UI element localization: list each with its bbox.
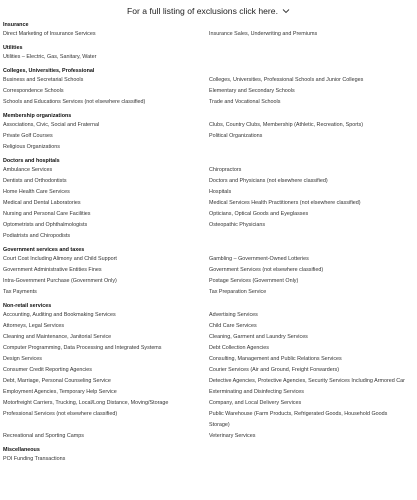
exclusion-item: Osteopathic Physicians	[209, 222, 266, 228]
section-title: Miscellaneous	[3, 447, 40, 453]
section-title: Insurance	[3, 22, 29, 28]
section-title: Doctors and hospitals	[3, 158, 60, 164]
exclusion-item: Colleges, Universities, Professional Schools and Junior Colleges	[209, 77, 364, 83]
exclusion-row	[3, 398, 415, 409]
exclusion-item: Motorfreight Carriers, Trucking, Local/Long Distance, Moving/Storage	[3, 400, 169, 406]
exclusion-item: Religious Organizations	[3, 144, 60, 150]
exclusion-item: Private Golf Courses	[3, 133, 53, 139]
exclusion-item: Trade and Vocational Schools	[209, 99, 281, 105]
exclusion-item: Government Services (not elsewhere classified)	[209, 267, 324, 273]
exclusion-item: Optometrists and Ophthalmologists	[3, 222, 88, 228]
exclusion-item: Gambling – Government-Owned Lotteries	[209, 256, 309, 262]
exclusion-item: Courier Services (Air and Ground, Freight Forwarders)	[209, 367, 340, 373]
exclusion-row	[3, 454, 415, 465]
exclusion-item: Podiatrists and Chiropodists	[3, 233, 71, 239]
exclusion-item: Clubs, Country Clubs, Membership (Athletic, Recreation, Sports)	[209, 122, 363, 128]
exclusion-row	[3, 209, 415, 220]
exclusion-row	[3, 131, 415, 142]
exclusion-item: Cleaning and Maintenance, Janitorial Service	[3, 334, 112, 340]
exclusion-section	[3, 22, 415, 40]
section-title: Colleges, Universities, Professional	[3, 68, 95, 74]
exclusion-item: Associations, Civic, Social and Fraternal	[3, 122, 100, 128]
exclusion-item: Intra-Government Purchase (Government Only)	[3, 278, 117, 284]
exclusion-row	[3, 332, 415, 343]
exclusion-item: Employment Agencies, Temporary Help Service	[3, 389, 117, 395]
section-title: Utilities	[3, 45, 23, 51]
exclusion-section	[3, 68, 415, 108]
exclusion-item: Detective Agencies, Protective Agencies, Security Services Including Armored Car	[209, 378, 405, 384]
exclusion-section	[3, 447, 415, 465]
exclusion-item: Hospitals	[209, 189, 232, 195]
exclusion-item: Doctors and Physicians (not elsewhere classified)	[209, 178, 328, 184]
exclusion-item: Correspondence Schools	[3, 88, 64, 94]
exclusion-row	[3, 142, 415, 153]
exclusion-item: Cleaning, Garment and Laundry Services	[209, 334, 308, 340]
exclusion-row	[3, 321, 415, 332]
exclusion-item: Business and Secretarial Schools	[3, 77, 84, 83]
exclusion-row	[3, 287, 415, 298]
exclusion-section	[3, 158, 415, 242]
exclusion-row	[3, 86, 415, 97]
exclusion-item: Political Organizations	[209, 133, 263, 139]
exclusion-item: Recreational and Sporting Camps	[3, 433, 84, 439]
section-title: Government services and taxes	[3, 247, 85, 253]
exclusion-item: Government Administrative Entities Fines	[3, 267, 102, 273]
exclusion-item: Debt, Marriage, Personal Counseling Service	[3, 378, 111, 384]
exclusion-item: Schools and Educations Services (not elsewhere classified)	[3, 99, 146, 105]
exclusion-item: Professional Services (not elsewhere classified)	[3, 411, 118, 417]
exclusion-item: Ambulance Services	[3, 167, 53, 173]
exclusion-section	[3, 113, 415, 153]
section-title: Membership organizations	[3, 113, 72, 119]
chevron-down-icon	[282, 7, 290, 15]
exclusion-row	[3, 176, 415, 187]
exclusion-row	[3, 431, 415, 442]
exclusion-row	[3, 310, 415, 321]
exclusion-item: Postage Services (Government Only)	[209, 278, 299, 284]
exclusion-item: Home Health Care Services	[3, 189, 70, 195]
exclusion-item: Elementary and Secondary Schools	[209, 88, 295, 94]
exclusion-item: Advertising Services	[209, 312, 258, 318]
exclusions-link[interactable]	[0, 4, 417, 18]
exclusion-item: Dentists and Orthodontists	[3, 178, 67, 184]
exclusion-row	[3, 254, 415, 265]
exclusion-item: Utilities – Electric, Gas, Sanitary, Water	[3, 54, 97, 60]
exclusion-row	[3, 376, 415, 387]
exclusion-item: Medical and Dental Laboratories	[3, 200, 81, 206]
exclusion-item: Storage)	[209, 422, 230, 428]
exclusion-section	[3, 303, 415, 442]
exclusion-row	[3, 354, 415, 365]
exclusion-item: Court Cost Including Alimony and Child Support	[3, 256, 117, 262]
exclusion-item: Nursing and Personal Care Facilities	[3, 211, 91, 217]
exclusion-row	[3, 276, 415, 287]
exclusion-row	[3, 52, 415, 63]
exclusion-item: Medical Services Health Practitioners (not elsewhere classified)	[209, 200, 361, 206]
exclusion-item: Computer Programming, Data Processing and Integrated Systems	[3, 345, 162, 351]
exclusion-item: Consulting, Management and Public Relations Services	[209, 356, 342, 362]
exclusion-row	[3, 29, 415, 40]
exclusion-item: Opticians, Optical Goods and Eyeglasses	[209, 211, 309, 217]
exclusion-item: Exterminating and Disinfecting Services	[209, 389, 304, 395]
exclusion-item: Accounting, Auditing and Bookmaking Services	[3, 312, 116, 318]
exclusion-row	[3, 220, 415, 231]
exclusion-item: Attorneys, Legal Services	[3, 323, 65, 329]
exclusion-row	[3, 365, 415, 376]
exclusion-row	[3, 409, 415, 420]
exclusion-item: Chiropractors	[209, 167, 242, 173]
exclusion-item: Tax Preparation Service	[209, 289, 267, 295]
exclusion-item: POI Funding Transactions	[3, 456, 66, 462]
exclusion-row	[3, 198, 415, 209]
exclusion-item: Insurance Sales, Underwriting and Premiums	[209, 31, 318, 37]
exclusion-row	[3, 387, 415, 398]
exclusion-item: Child Care Services	[209, 323, 257, 329]
exclusion-row	[3, 343, 415, 354]
exclusions-link-text: For a full listing of exclusions click here.	[127, 6, 278, 16]
exclusion-section	[3, 247, 415, 298]
section-title: Non-retail services	[3, 303, 52, 309]
exclusion-item: Veterinary Services	[209, 433, 256, 439]
exclusions-list	[3, 22, 415, 470]
exclusion-section	[3, 45, 415, 63]
exclusion-item: Public Warehouse (Farm Products, Refrigerated Goods, Household Goods	[209, 411, 388, 417]
exclusion-item: Direct Marketing of Insurance Services	[3, 31, 96, 37]
exclusion-row	[3, 420, 415, 431]
exclusion-item: Tax Payments	[3, 289, 37, 295]
exclusion-item: Company, and Local Delivery Services	[209, 400, 302, 406]
exclusion-item: Consumer Credit Reporting Agencies	[3, 367, 92, 373]
exclusion-row	[3, 187, 415, 198]
exclusion-row	[3, 265, 415, 276]
exclusion-row	[3, 231, 415, 242]
exclusion-row	[3, 120, 415, 131]
exclusion-item: Debt Collection Agencies	[209, 345, 269, 351]
exclusion-row	[3, 97, 415, 108]
exclusion-row	[3, 75, 415, 86]
exclusion-row	[3, 165, 415, 176]
exclusion-item: Design Services	[3, 356, 42, 362]
